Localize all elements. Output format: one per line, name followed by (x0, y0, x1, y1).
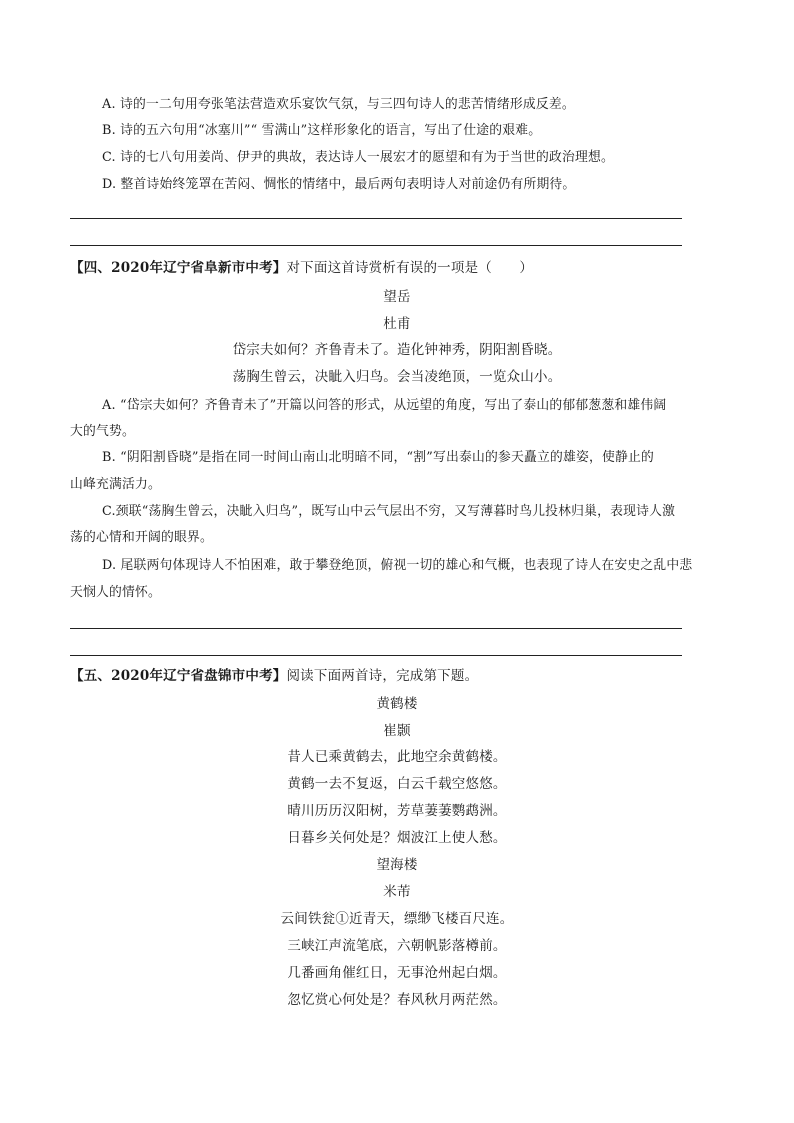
poem-line: 昔人已乘黄鹤去，此地空余黄鹤楼。 (287, 749, 507, 765)
section4-option-d-line2: 天悯人的情怀。 (70, 585, 161, 600)
poem-line: 黄鹤一去不复返，白云千载空悠悠。 (287, 776, 507, 792)
section4-header (70, 258, 533, 278)
section4-option-d-line1: D. 尾联两句体现诗人不怕困难，敢于攀登绝顶，俯视一切的雄心和气概，也表现了诗人在安史之乱中悲 (102, 558, 693, 573)
answer-line (70, 245, 682, 246)
poem-line: 日暮乡关何处是？烟波江上使人愁。 (287, 830, 507, 846)
poem-line: 荡胸生曾云，决眦入归鸟。会当凌绝顶，一览众山小。 (232, 369, 562, 385)
section3-option-d: D. 整首诗始终笼罩在苦闷、惆怅的情绪中，最后两句表明诗人对前途仍有所期待。 (102, 177, 576, 192)
section3-option-a: A. 诗的一二句用夸张笔法营造欢乐宴饮气氛，与三四句诗人的悲苦情绪形成反差。 (102, 97, 575, 112)
answer-line (70, 655, 682, 656)
poem-line: 晴川历历汉阳树，芳草萋萋鹦鹉洲。 (287, 803, 507, 819)
section3-option-b: B. 诗的五六句用“冰塞川”“ 雪满山”这样形象化的语言，写出了仕途的艰难。 (102, 123, 542, 138)
section4-option-c-line1: C.颈联“荡胸生曾云，决眦入归鸟”，既写山中云气层出不穷，又写薄暮时鸟儿投林归巢，表现诗人激 (102, 504, 676, 519)
section5-heading: 【五、2020年辽宁省盘锦市中考】 (70, 668, 287, 684)
poem-line: 岱宗夫如何？齐鲁青未了。造化钟神秀，阴阳割昏晓。 (232, 342, 562, 358)
section4-option-c-line2: 荡的心情和开阔的眼界。 (70, 530, 213, 545)
section5-question: 阅读下面两首诗，完成第下题。 (286, 668, 479, 684)
answer-line (70, 628, 682, 629)
poem-line: 几番画角催红日，无事沧州起白烟。 (287, 965, 507, 981)
section4-question: 对下面这首诗赏析有误的一项是（ ） (286, 260, 534, 276)
section4-option-b-line2: 山峰充满活力。 (70, 477, 161, 492)
answer-line (70, 218, 682, 219)
section5-header (70, 666, 478, 686)
section4-option-b-line1: B. “阴阳割昏晓”是指在同一时间山南山北明暗不同，“割”写出泰山的参天矗立的雄姿，使静止的 (102, 450, 654, 465)
poem-author: 杜甫 (383, 316, 411, 332)
section3-option-c: C. 诗的七八句用姜尚、伊尹的典故，表达诗人一展宏才的愿望和有为于当世的政治理想。 (102, 150, 614, 165)
poem-line: 三峡江声流笔底，六朝帆影落樽前。 (287, 938, 507, 954)
poem-line: 忽忆赏心何处是？春风秋月两茫然。 (287, 992, 507, 1008)
poem-title: 黄鹤楼 (376, 696, 418, 712)
poem-title: 望海楼 (376, 857, 418, 873)
section4-option-a-line2: 大的气势。 (70, 424, 135, 439)
poem-author: 崔颢 (383, 723, 411, 739)
poem-title: 望岳 (383, 289, 411, 305)
section4-heading: 【四、2020年辽宁省阜新市中考】 (70, 260, 287, 276)
poem-line: 云间铁瓮①近青天，缥缈飞楼百尺连。 (280, 911, 514, 927)
poem-author: 米芾 (383, 884, 411, 900)
section4-option-a-line1: A. “岱宗夫如何？齐鲁青未了”开篇以问答的形式，从远望的角度，写出了泰山的郁郁葱葱和雄伟阔 (102, 398, 667, 413)
